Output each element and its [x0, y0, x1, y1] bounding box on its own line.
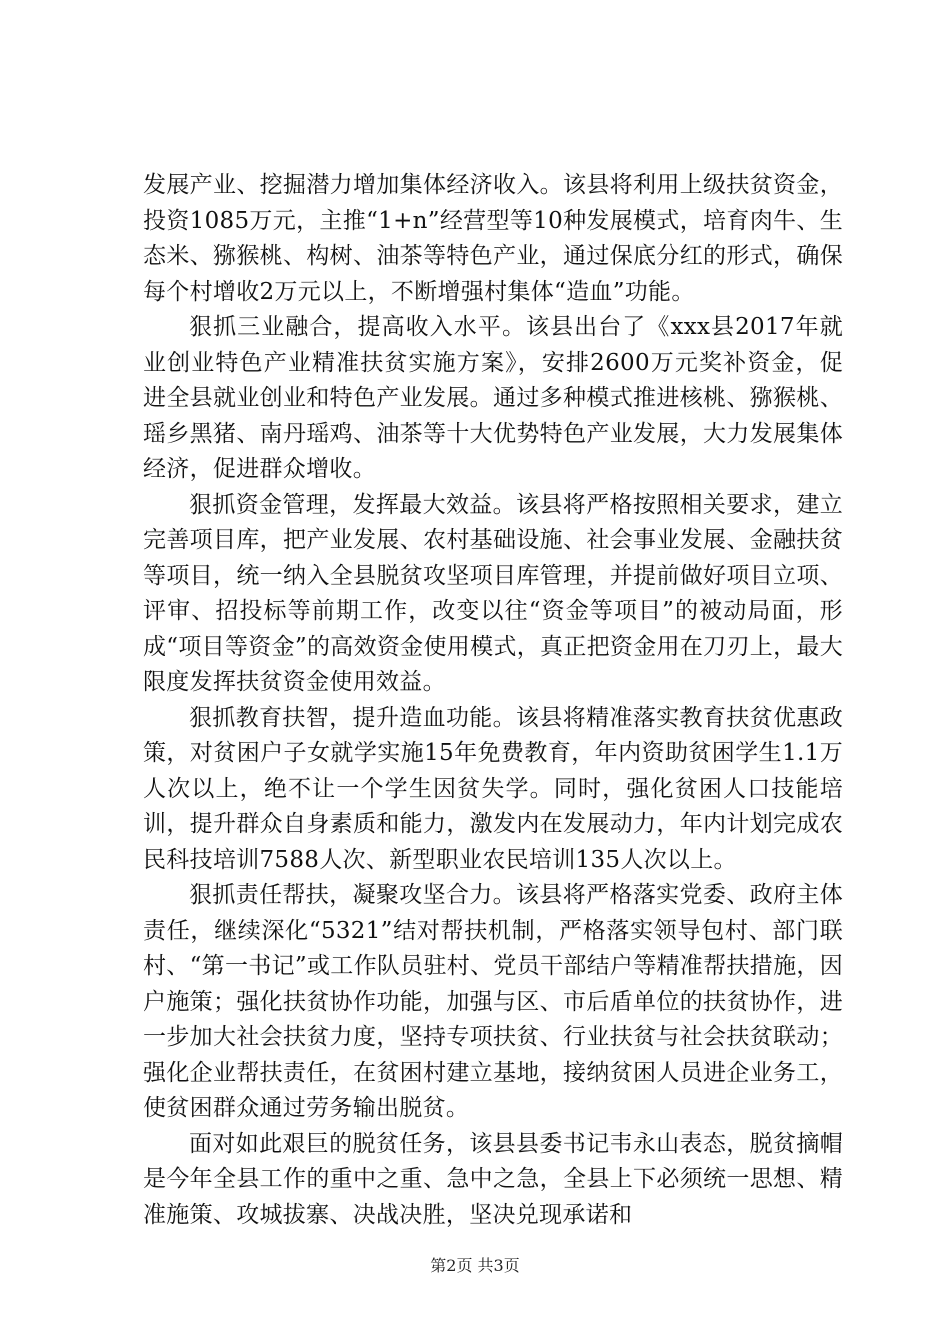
document-body [143, 168, 843, 1233]
paragraph-collective-economy: 发展产业、挖掘潜力增加集体经济收入。该县将利用上级扶贫资金，投资1085万元，主推“1+n”经营型等10种发展模式，培育肉牛、生态米、猕猴桃、构树、油茶等特色产业，通过保底分红的形式，确保每个村增收2万元以上，不断增强村集体“造血”功能。 [143, 172, 843, 305]
paragraph-responsibility-assistance: 狠抓责任帮扶，凝聚攻坚合力。该县将严格落实党委、政府主体责任，继续深化“5321”结对帮扶机制，严格落实领导包村、部门联村、“第一书记”或工作队员驻村、党员干部结户等精准帮扶措施，因户施策；强化扶贫协作功能，加强与区、市后盾单位的扶贫协作，进一步加大社会扶贫力度，坚持专项扶贫、行业扶贫与社会扶贫联动；强化企业帮扶责任，在贫困村建立基地，接纳贫困人员进企业务工，使贫困群众通过劳务输出脱贫。 [143, 882, 843, 1121]
paragraph-industry-integration: 狠抓三业融合，提高收入水平。该县出台了《xxx县2017年就业创业特色产业精准扶贫实施方案》，安排2600万元奖补资金，促进全县就业创业和特色产业发展。通过多种模式推进核桃、猕猴桃、瑶乡黑猪、南丹瑶鸡、油茶等十大优势特色产业发展，大力发展集体经济，促进群众增收。 [143, 314, 843, 482]
page-number-footer: 第2页 共3页 [430, 1256, 520, 1275]
paragraph-poverty-task-statement: 面对如此艰巨的脱贫任务，该县县委书记韦永山表态，脱贫摘帽是今年全县工作的重中之重、急中之急，全县上下必须统一思想、精准施策、攻城拔寨、决战决胜，坚决兑现承诺和 [143, 1130, 843, 1228]
paragraph-education-support: 狠抓教育扶智，提升造血功能。该县将精准落实教育扶贫优惠政策，对贫困户子女就学实施15年免费教育，年内资助贫困学生1.1万人次以上，绝不让一个学生因贫失学。同时，强化贫困人口技能培训，提升群众自身素质和能力，激发内在发展动力，年内计划完成农民科技培训7588人次、新型职业农民培训135人次以上。 [143, 704, 843, 873]
paragraph-fund-management: 狠抓资金管理，发挥最大效益。该县将严格按照相关要求，建立完善项目库，把产业发展、农村基础设施、社会事业发展、金融扶贫等项目，统一纳入全县脱贫攻坚项目库管理，并提前做好项目立项、评审、招投标等前期工作，改变以往“资金等项目”的被动局面，形成“项目等资金”的高效资金使用模式，真正把资金用在刀刃上，最大限度发挥扶贫资金使用效益。 [143, 491, 843, 695]
